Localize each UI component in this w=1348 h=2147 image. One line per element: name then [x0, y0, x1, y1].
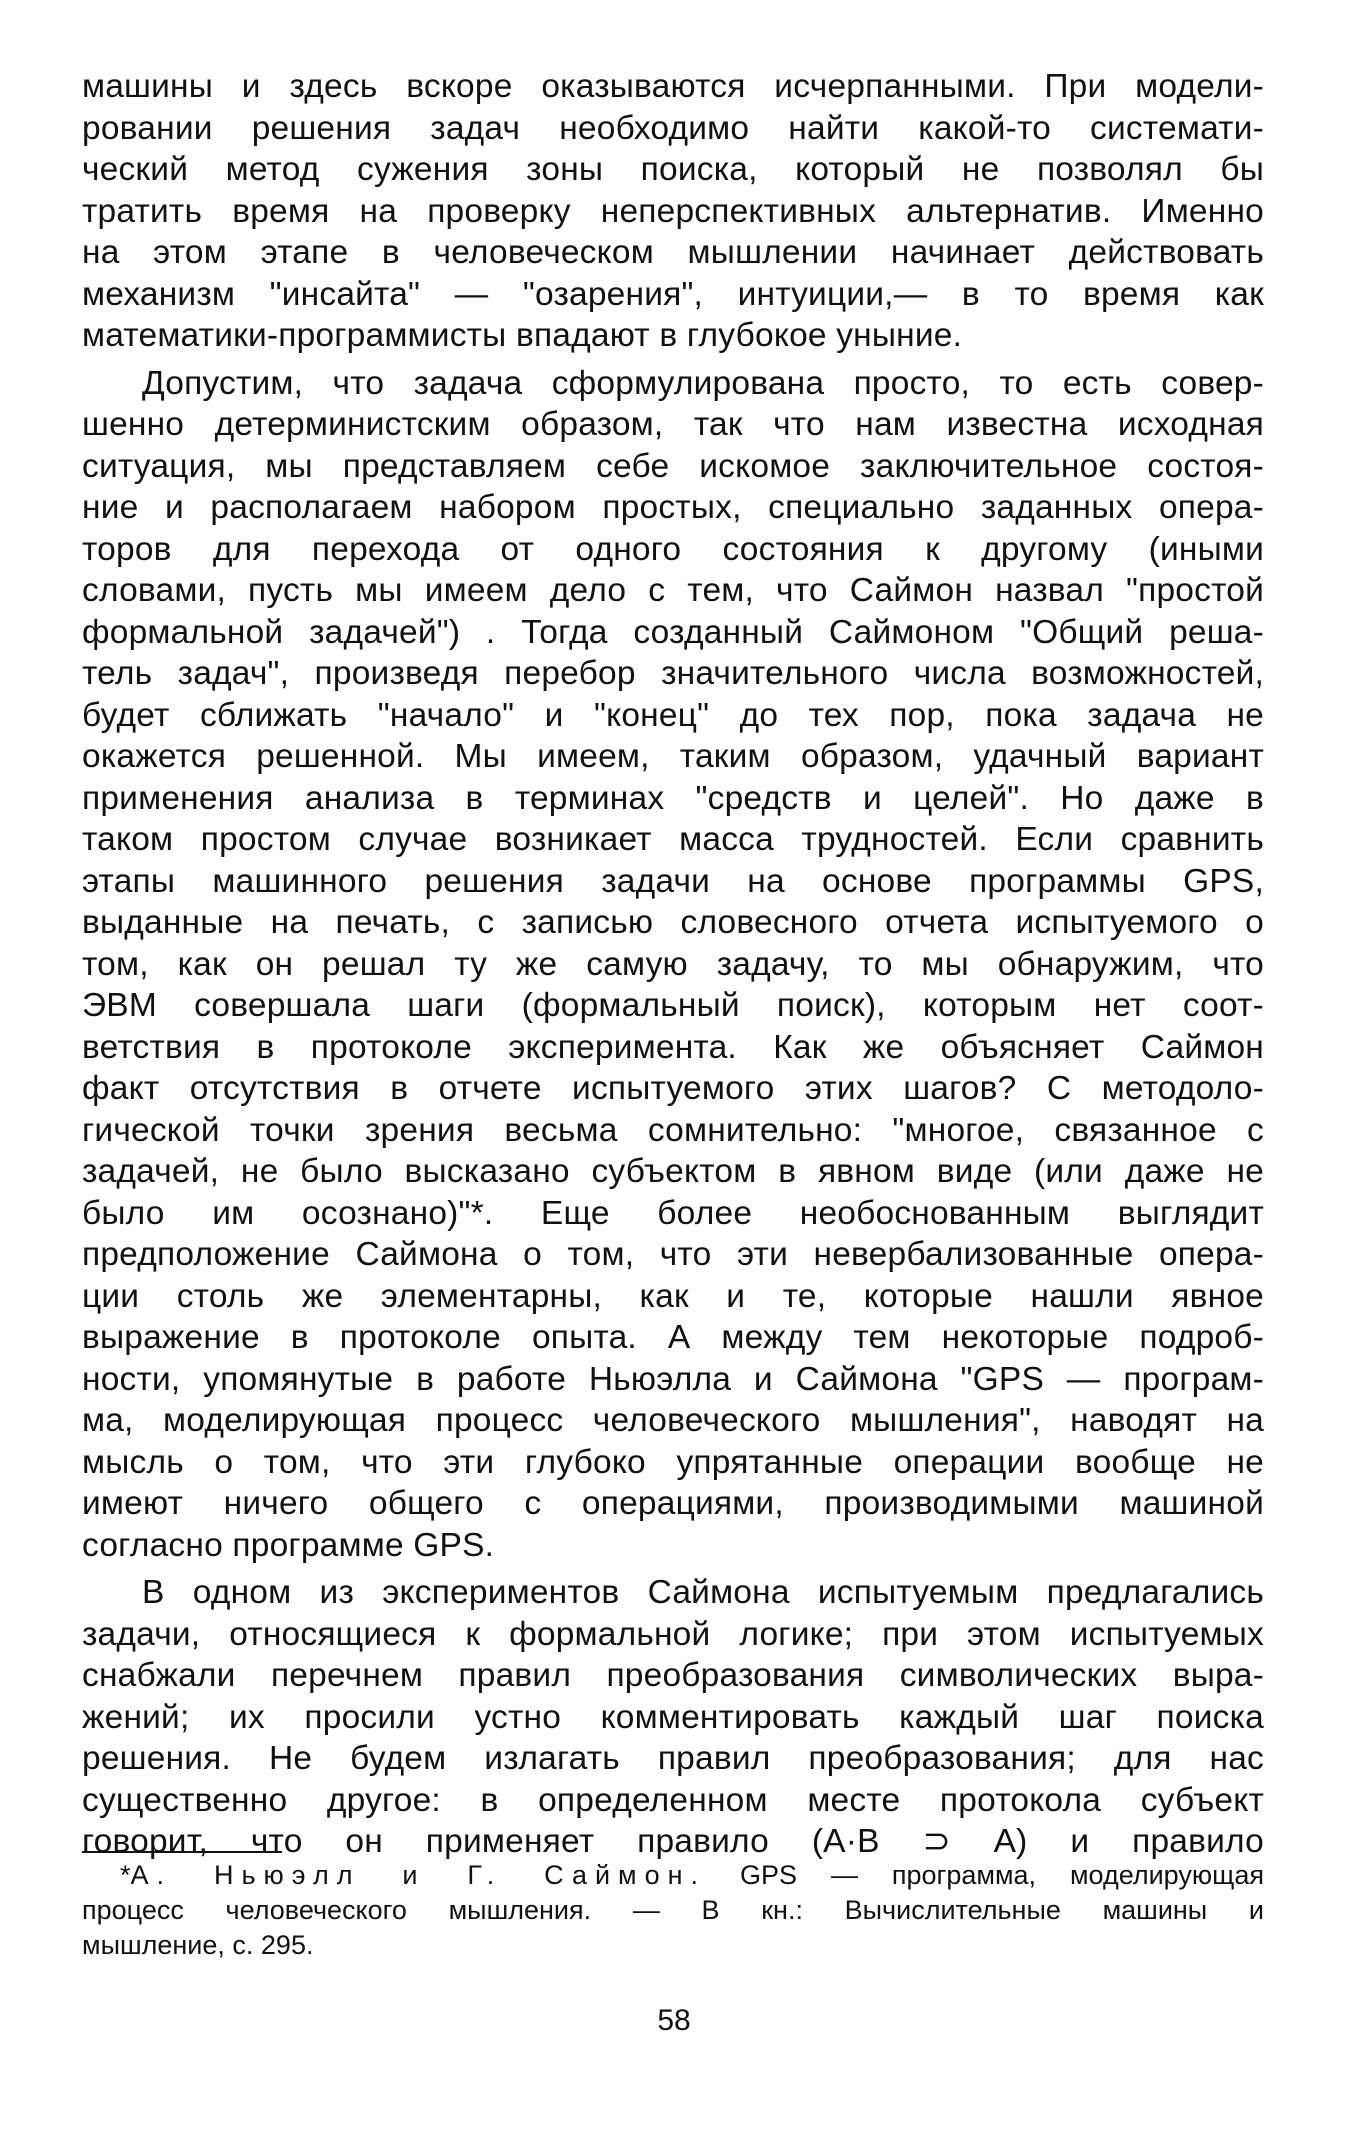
paragraph-1: [82, 66, 1264, 357]
text-line: ции столь же элементарны, как и те, которые нашли явное: [82, 1277, 1264, 1315]
text-line: решения. Не будем излагать правил преобразования; для нас: [82, 1740, 1264, 1777]
text-line: задачи, относящиеся к формальной логике; при этом испытуемых: [82, 1615, 1264, 1653]
text-line: выданные на печать, с записью словесного отчета испытуемого о: [82, 904, 1264, 941]
text-line: задачей, не было высказано субъектом в явном виде (или даже не: [82, 1153, 1264, 1190]
paragraph-3: [82, 1572, 1264, 1863]
text-line: таком простом случае возникает масса трудностей. Если сравнить: [82, 821, 1264, 858]
text-line: мысль о том, что эти глубоко упрятанные операции вообще не: [82, 1443, 1264, 1481]
text-line: предположение Саймона о том, что эти невербализованные опера-: [82, 1236, 1264, 1273]
footnote-title: GPS — программа, моделирующая: [740, 1860, 1264, 1890]
footnote-divider: [82, 1851, 282, 1853]
text-line: шенно детерминистским образом, так что нам известна исходная: [82, 406, 1264, 443]
text-line: механизм "инсайта" — "озарения", интуиции,— в то время как: [82, 275, 1264, 313]
text-line: выражение в протоколе опыта. А между тем некоторые подроб-: [82, 1319, 1264, 1356]
text-line: снабжали перечнем правил преобразования символических выра-: [82, 1657, 1264, 1694]
text-line: словами, пусть мы имеем дело с тем, что Саймон назвал "простой: [82, 572, 1264, 609]
text-line: было им осознано)"*. Еще более необоснованным выглядит: [82, 1194, 1264, 1232]
text-line: жений; их просили устно комментировать каждый шаг поиска: [82, 1698, 1264, 1736]
page-number: 58: [657, 2004, 691, 2037]
text-line: машины и здесь вскоре оказываются исчерпанными. При модели-: [82, 68, 1264, 105]
text-line: ровании решения задач необходимо найти какой-то системати-: [82, 109, 1264, 147]
text-line: имеют ничего общего с операциями, производимыми машиной: [82, 1485, 1264, 1522]
text-line: математики-программисты впадают в глубокое уныние.: [82, 317, 963, 354]
text-line: ЭВМ совершала шаги (формальный поиск), которым нет соот-: [82, 987, 1264, 1024]
text-line: Допустим, что задача сформулирована просто, то есть совер-: [142, 364, 1264, 402]
text-line: В одном из экспериментов Саймона испытуемым предлагались: [142, 1574, 1264, 1611]
text-line: согласно программе GPS.: [82, 1526, 495, 1564]
text-line: факт отсутствия в отчете испытуемого этих шагов? С методоло-: [82, 1070, 1264, 1107]
text-line: ческий метод сужения зоны поиска, который не позволял бы: [82, 151, 1264, 188]
text-line: ние и располагаем набором простых, специально заданных опера-: [82, 489, 1264, 526]
text-line: ма, моделирующая процесс человеческого мышления", наводят на: [82, 1402, 1264, 1439]
text-line: окажется решенной. Мы имеем, таким образом, удачный вариант: [82, 738, 1264, 775]
text-line: ности, упомянутые в работе Ньюэлла и Саймона "GPS — програм-: [82, 1360, 1264, 1398]
main-text: [82, 66, 1264, 1863]
text-line: говорит, что он применяет правило (А·В ⊃ А) и правило: [82, 1823, 1264, 1860]
footnote-authors: А. Ньюэлл и Г. Саймон.: [130, 1860, 707, 1890]
paragraph-2: [82, 363, 1264, 1567]
footnote-line: мышление, с. 295.: [82, 1930, 314, 1960]
text-line: тель задач", произведя перебор значительного числа возможностей,: [82, 655, 1264, 692]
text-line: будет сближать "начало" и "конец" до тех пор, пока задача не: [82, 696, 1264, 734]
text-line: существенно другое: в определенном месте протокола субъект: [82, 1781, 1264, 1819]
text-line: применения анализа в терминах "средств и целей". Но даже в: [82, 779, 1264, 817]
footnote-line: [82, 1858, 1264, 1893]
footnote-marker: *: [120, 1860, 131, 1890]
text-line: гической точки зрения весьма сомнительно: "многое, связанное с: [82, 1111, 1264, 1149]
footnote-line: процесс человеческого мышления. — В кн.: Вычислительные машины и: [82, 1895, 1264, 1925]
text-line: том, как он решал ту же самую задачу, то мы обнаружим, что: [82, 945, 1264, 983]
footnote: [82, 1858, 1264, 1963]
text-line: формальной задачей") . Тогда созданный Саймоном "Общий реша-: [82, 613, 1264, 651]
text-line: тратить время на проверку неперспективных альтернатив. Именно: [82, 192, 1264, 230]
text-line: торов для перехода от одного состояния к другому (иными: [82, 530, 1264, 568]
text-line: ситуация, мы представляем себе искомое заключительное состоя-: [82, 447, 1264, 485]
text-line: ветствия в протоколе эксперимента. Как же объясняет Саймон: [82, 1028, 1264, 1066]
text-line: на этом этапе в человеческом мышлении начинает действовать: [82, 234, 1264, 271]
text-line: этапы машинного решения задачи на основе программы GPS,: [82, 862, 1264, 900]
